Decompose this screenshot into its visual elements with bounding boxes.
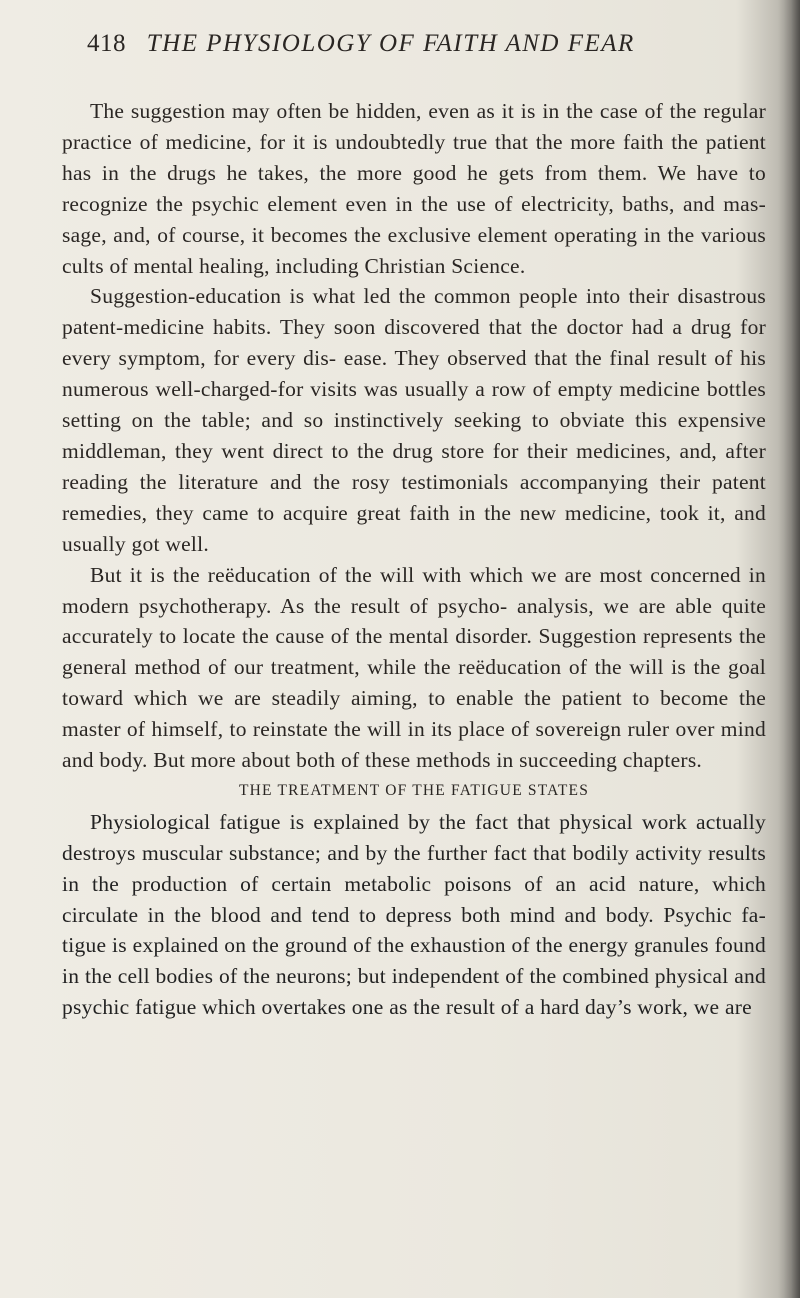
body-text bbox=[62, 96, 766, 1023]
page-header bbox=[87, 30, 727, 70]
page-edge-shadow bbox=[778, 0, 800, 1298]
paragraph-reeducation: But it is the reëducation of the will with which we are most concerned in modern psychotherapy. As the result of psycho- analysis, we are able quite accurately to locate the cause of the mental disorder. Suggestion represents the general method of our treatment, while the reëducation of the will is the goal toward which we are steadily aiming, to enable the patient to become the master of himself, to reinstate the will in its place of sovereign ruler over mind and body. But more about both of these methods in succeeding chapters. bbox=[62, 562, 766, 773]
page-number: 418 bbox=[87, 30, 126, 57]
section-heading: THE TREATMENT OF THE FATIGUE STATES bbox=[238, 781, 590, 799]
paragraph-suggestion: The suggestion may often be hidden, even as it is in the case of the regular practice of medicine, for it is undoubtedly true that the more faith the patient has in the drugs he takes, the more good he gets from them. We have to recognize the psychic element even in the use of electricity, baths, and mas- sage, and, of course, it becomes the exclusive element operating in the various cults of mental healing, including Christian Science. bbox=[62, 99, 766, 278]
paragraph-suggestion-education: Suggestion-education is what led the common people into their disastrous patent-medicine habits. They soon discovered that the doctor had a drug for every symptom, for every dis- ease. They observed that the final result of his numerous well-charged-for visits was usually a row of empty medicine bottles setting on the table; and so instinctively seeking to obviate this expensive middleman, they went direct to the drug store for their medicines, and, after reading the literature and the rosy testimonials accompanying their patent remedies, they came to acquire great faith in the new medicine, took it, and usually got well. bbox=[62, 284, 766, 556]
paragraph-fatigue: Physiological fatigue is explained by the fact that physical work actually destroys muscular substance; and by the further fact that bodily activity results in the production of certain metabolic poisons of an acid nature, which circulate in the blood and tend to depress both mind and body. Psychic fa- tigue is explained on the ground of the exhaustion of the energy granules found in the cell bodies of the neurons; but independent of the combined physical and psychic fatigue which overtakes one as the result of a hard day’s work, we are bbox=[62, 809, 766, 1020]
running-head: THE PHYSIOLOGY OF FAITH AND FEAR bbox=[146, 30, 635, 57]
